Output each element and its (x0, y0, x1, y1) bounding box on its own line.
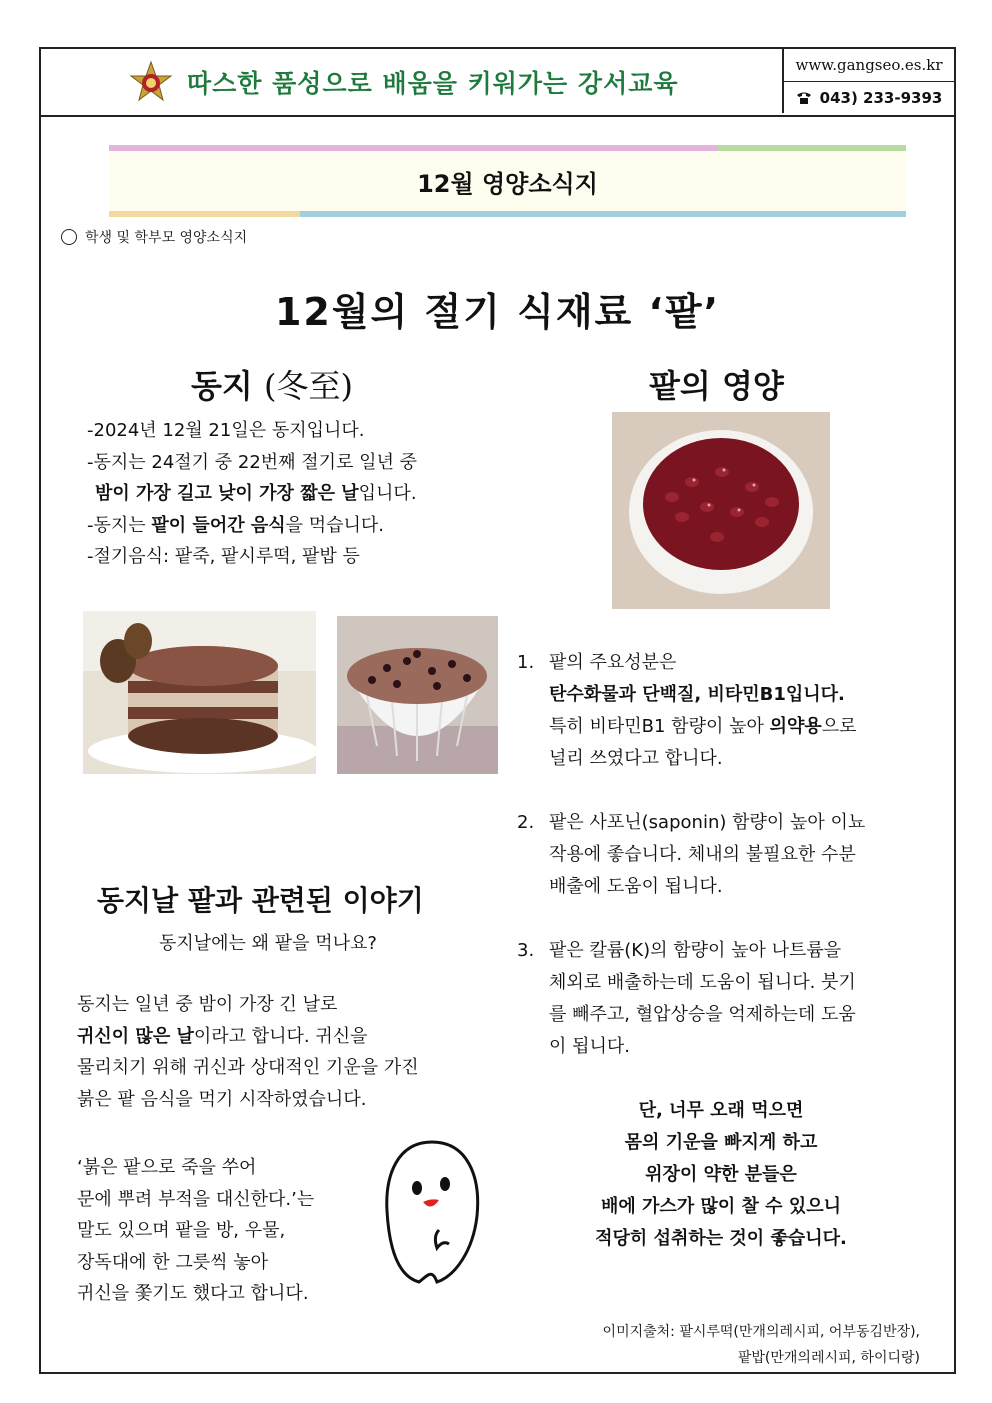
story-heading: 동지날 팥과 관련된 이야기 (97, 884, 424, 917)
website-url[interactable]: www.gangseo.es.kr (784, 49, 954, 82)
image-credit: 이미지출처: 팥시루떡(만개의레시피, 어부동김반장), 팥밥(만개의레시피, 하이디랑) (602, 1324, 920, 1366)
red-beans-bowl-photo (612, 412, 830, 609)
dongji-line: 밤이 가장 길고 낮이 가장 짧은 날입니다. (95, 483, 417, 504)
dongji-line: -절기음식: 팥죽, 팥시루떡, 팥밥 등 (87, 546, 360, 567)
motto-text: 따스한 품성으로 배움을 키워가는 강서교육 (187, 69, 679, 98)
warning-note: 단, 너무 오래 먹으면 몸의 기운을 빠지게 하고 위장이 약한 분들은 배에 가스가 많이 찰 수 있으니 적당히 섭취하는 것이 좋습니다. (595, 1100, 847, 1249)
header (41, 49, 954, 117)
phone-row (784, 82, 954, 113)
red-bean-rice-photo (337, 616, 498, 774)
phone-number: 043) 233-9393 (819, 88, 943, 107)
story-paragraph-2: ‘붉은 팥으로 죽을 쑤어 문에 뿌려 부적을 대신한다.’는 말도 있으며 팥을 방, 우물, 장독대에 한 그릇씩 놓아 귀신을 쫓기도 했다고 합니다. (77, 1157, 315, 1304)
red-bean-rice-cake-photo (83, 611, 316, 774)
dongji-list (87, 415, 417, 573)
nutrition-item-2: 2. 팥은 사포닌(saponin) 함량이 높아 이뇨 작용에 좋습니다. 체내의 불필요한 수분 배출에 도움이 됩니다. (517, 812, 866, 897)
nutrition-item-1: 1. 팥의 주요성분은 탄수화물과 단백질, 비타민B1입니다. 특히 비타민B1 함량이 높아 의약용으로 널리 쓰였다고 합니다. (517, 652, 857, 769)
dongji-hanja: (冬至) (263, 367, 353, 405)
telephone-icon (796, 91, 812, 105)
subhead (61, 227, 247, 247)
main-title: 12월의 절기 식재료 ‘팥’ (274, 290, 721, 334)
newsletter-page (39, 47, 956, 1374)
ghost-icon (377, 1136, 487, 1286)
dongji-line: -동지는 팥이 들어간 음식을 먹습니다. (87, 514, 385, 536)
dongji-heading: 동지 (冬至) (191, 367, 353, 405)
contact-box (782, 49, 954, 113)
motto (129, 49, 679, 115)
story-paragraph-1: 동지는 일년 중 밤이 가장 긴 날로 귀신이 많은 날이라고 합니다. 귀신을 물리치기 위해 귀신과 상대적인 기운을 가진 붉은 팥 음식을 먹기 시작하였습니다. (77, 994, 419, 1110)
story-question: 동지날에는 왜 팥을 먹나요? (159, 933, 377, 954)
dongji-line: -2024년 12월 21일은 동지입니다. (87, 420, 365, 441)
subhead-text: 학생 및 학부모 영양소식지 (85, 230, 248, 246)
nutrition-item-3: 3. 팥은 칼륨(K)의 함량이 높아 나트륨을 체외로 배출하는데 도움이 됩니다. 붓기 를 빼주고, 혈압상승을 억제하는데 도움 이 됩니다. (517, 940, 856, 1057)
ghost-illustration (377, 1136, 487, 1290)
nutrition-heading: 팥의 영양 (649, 367, 784, 405)
dongji-line: -동지는 24절기 중 22번째 절기로 일년 중 (87, 451, 418, 473)
circle-bullet-icon (61, 229, 77, 245)
school-emblem-icon (129, 60, 173, 104)
title-banner (109, 145, 906, 217)
newsletter-title: 12월 영양소식지 (417, 169, 598, 198)
